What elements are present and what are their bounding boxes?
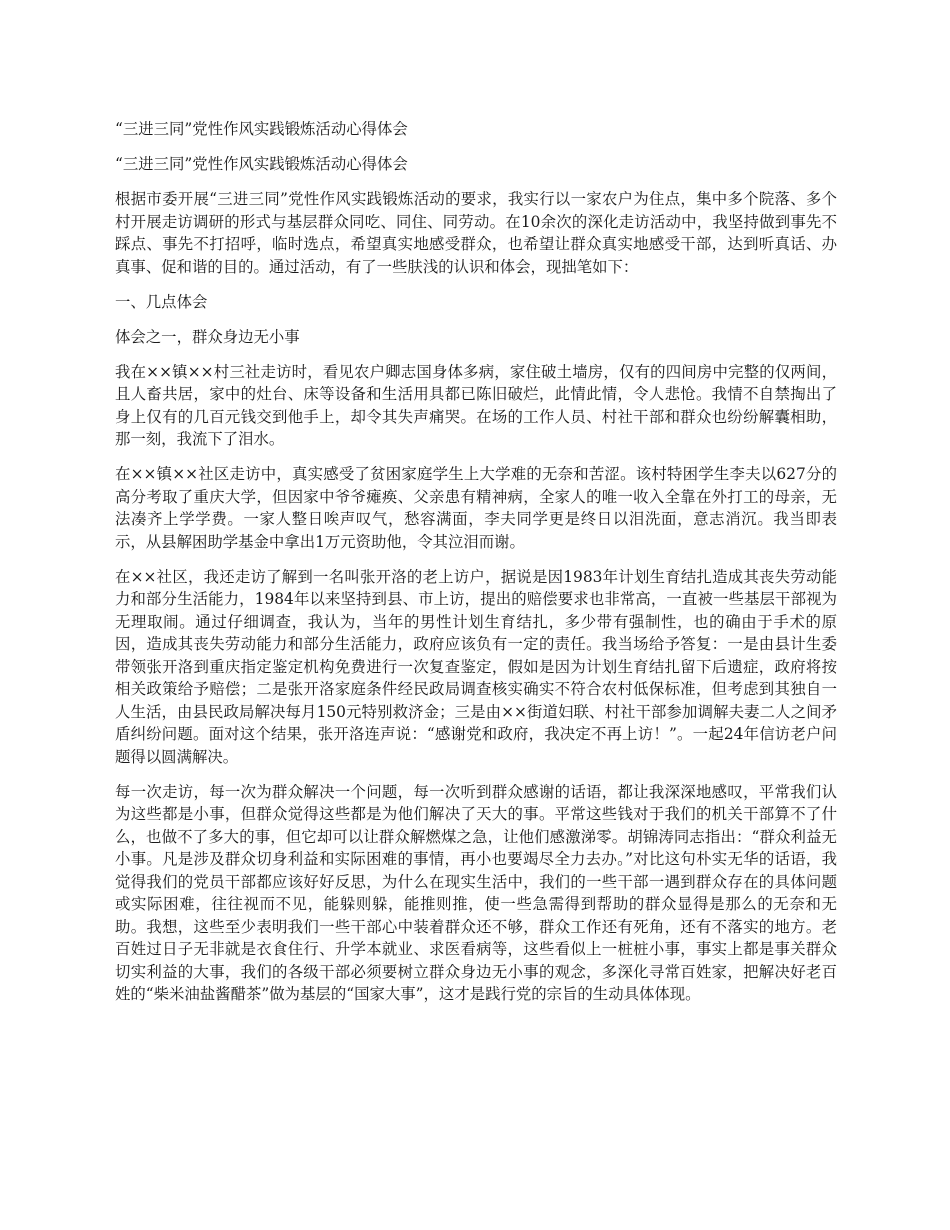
paragraph-reflection: 每一次走访，每一次为群众解决一个问题，每一次听到群众感谢的话语，都让我深深地感叹，平常我们认为这些都是小事，但群众觉得这些都是为他们解决了天大的事。平常这些钱对于我们的机关干部算不了什么，也做不了多大的事，但它却可以让群众解燃煤之急，让他们感激涕零。胡锦涛同志指出：“群众利益无小事。凡是涉及群众切身利益和实际困难的事情，再小也要竭尽全力去办。”对比这句朴实无华的话语，我觉得我们的党员干部都应该好好反思，为什么在现实生活中，我们的一些干部一遇到群众存在的具体问题或实际困难，往往视而不见，能躲则躲，能推则推，使一些急需得到帮助的群众显得是那么的无奈和无助。我想，这些至少表明我们一些干部心中装着群众还不够，群众工作还有死角，还有不落实的地方。老百姓过日子无非就是衣食住行、升学本就业、求医看病等，这些看似上一桩桩小事，事实上都是事关群众切实利益的大事，我们的各级干部必须要树立群众身边无小事的观念，多深化寻常百姓家，把解决好老百姓的“柴米油盐酱醋茶”做为基层的“国家大事”，这才是践行党的宗旨的生动具体体现。: [115, 782, 837, 1003]
paragraph-story-2: 在××镇××社区走访中，真实感受了贫困家庭学生上大学难的无奈和苦涩。该村特困学生李夫以627分的高分考取了重庆大学，但因家中爷爷瘫痪、父亲患有精神病，全家人的唯一收入全靠在外打工的母亲，无法凑齐上学学费。一家人整日唉声叹气，愁容满面，李夫同学更是终日以泪洗面，意志消沉。我当即表示，从县解困助学基金中拿出1万元资助他，令其泣泪而谢。: [115, 465, 837, 551]
paragraph-story-3: 在××社区，我还走访了解到一名叫张开洛的老上访户，据说是因1983年计划生育结扎造成其丧失劳动能力和部分生活能力，1984年以来坚持到县、市上访，提出的赔偿要求也非常高，一直被一些基层干部视为无理取闹。通过仔细调查，我认为，当年的男性计划生育结扎，多少带有强制性，也的确由于手术的原因，造成其丧失劳动能力和部分生活能力，政府应该负有一定的责任。我当场给予答复：一是由县计生委带领张开洛到重庆指定鉴定机构免费进行一次复查鉴定，假如是因为计划生育结扎留下后遗症，政府将按相关政策给予赔偿；二是张开洛家庭条件经民政局调查核实确实不符合农村低保标准，但考虑到其独自一人生活，由县民政局解决每月150元特别救济金；三是由××街道妇联、村社干部参加调解夫妻二人之间矛盾纠纷问题。面对这个结果，张开洛连声说：“感谢党和政府，我决定不再上访！”。一起24年信访老户问题得以圆满解决。: [115, 567, 837, 766]
paragraph-story-1: 我在××镇××村三社走访时，看见农户卿志国身体多病，家住破土墙房，仅有的四间房中完整的仅两间，且人畜共居，家中的灶台、床等设备和生活用具都已陈旧破烂，此情此情，令人悲怆。我情不自禁掏出了身上仅有的几百元钱交到他手上，却令其失声痛哭。在场的工作人员、村社干部和群众也纷纷解囊相助，那一刻，我流下了泪水。: [115, 362, 837, 448]
subsection-heading: 体会之一，群众身边无小事: [115, 327, 300, 346]
document-subtitle: “三进三同”党性作风实践锻炼活动心得体会: [115, 155, 408, 173]
document-title: “三进三同”党性作风实践锻炼活动心得体会: [115, 120, 408, 138]
paragraph-intro: 根据市委开展“三进三同”党性作风实践锻炼活动的要求，我实行以一家农户为住点，集中多个院落、多个村开展走访调研的形式与基层群众同吃、同住、同劳动。在10余次的深化走访活动中，我坚持做到事先不踩点、事先不打招呼，临时选点，希望真实地感受群众，也希望让群众真实地感受干部，达到听真话、办真事、促和谐的目的。通过活动，有了一些肤浅的认识和体会，现拙笔如下：: [115, 190, 837, 276]
section-heading: 一、几点体会: [115, 292, 208, 311]
document-page: [115, 118, 837, 1018]
